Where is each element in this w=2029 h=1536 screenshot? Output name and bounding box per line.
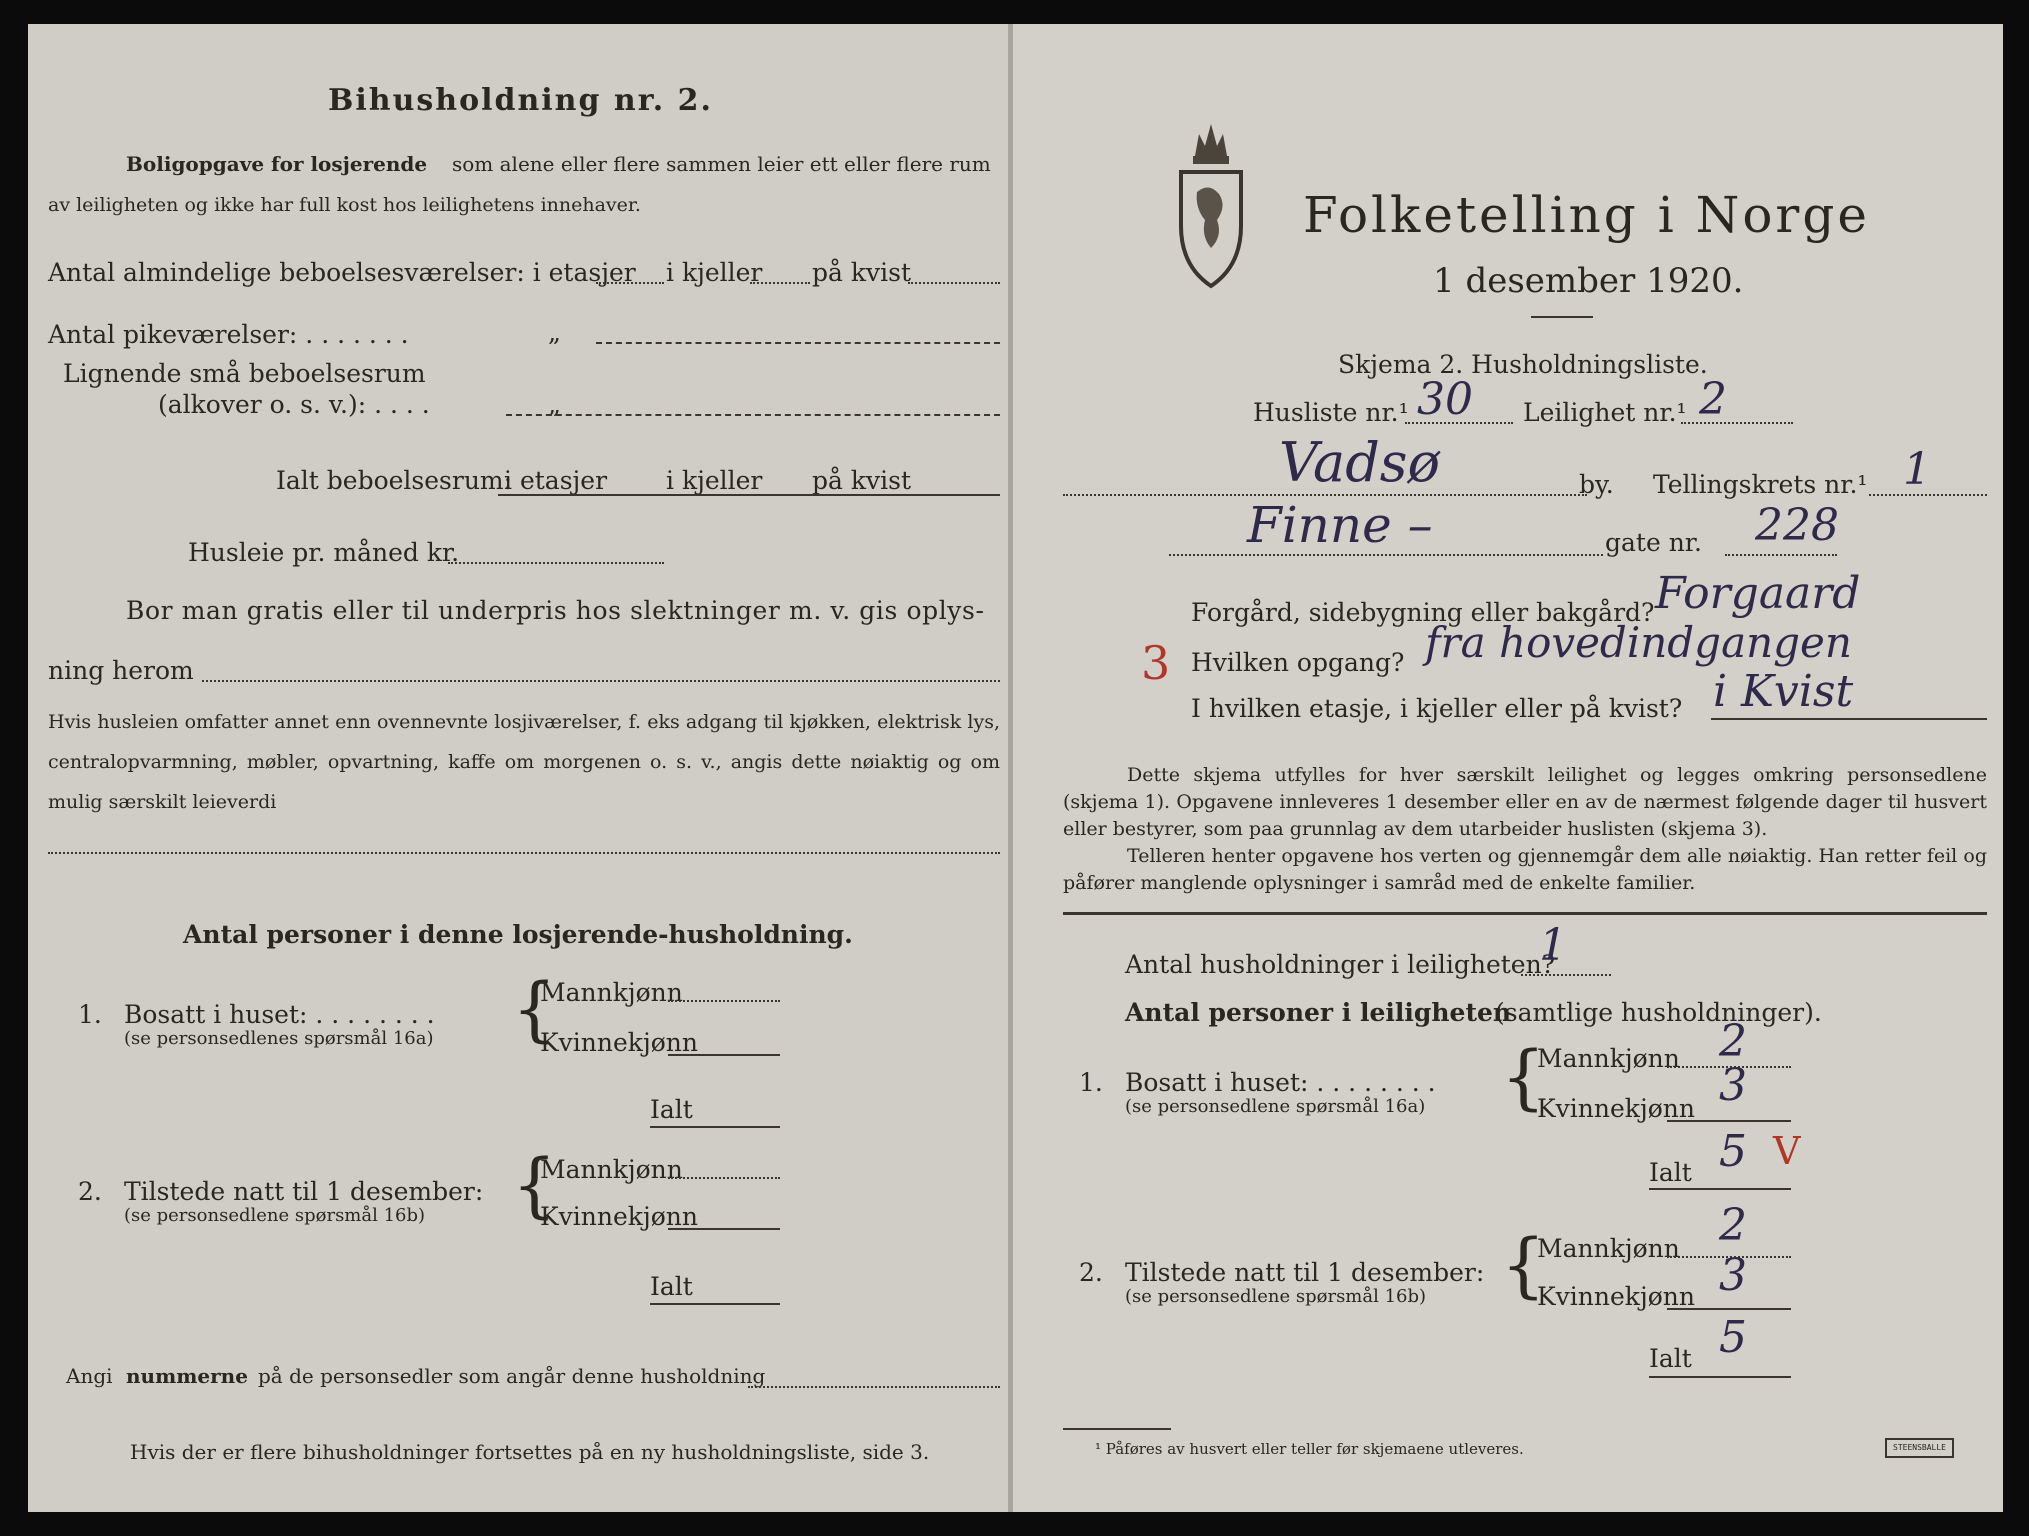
krets-value: 1 — [1903, 444, 1931, 495]
r-q2-kvinne: Kvinnekjønn — [1537, 1282, 1695, 1311]
r-q2-kvinne-value: 3 — [1719, 1250, 1747, 1301]
ialt-kvist: på kvist — [812, 466, 911, 495]
l-q2-num: 2. — [78, 1177, 102, 1206]
l-q1-sub: (se personsedlenes spørsmål 16a) — [124, 1028, 434, 1049]
angi-rest: på de personsedler som angår denne husholdning — [258, 1364, 766, 1388]
r-q2-sub: (se personsedlene spørsmål 16b) — [1125, 1286, 1427, 1307]
right-page — [1013, 24, 2003, 1512]
r-q1-sub: (se personsedlene spørsmål 16a) — [1125, 1096, 1426, 1117]
by-label: by. — [1579, 470, 1614, 499]
r-q1-num: 1. — [1079, 1068, 1103, 1097]
husliste-label: Husliste nr.¹ — [1253, 398, 1409, 427]
angi-pre: Angi — [66, 1364, 113, 1388]
gate-nr-value: 228 — [1755, 500, 1839, 551]
pike-label: Antal pikeværelser: . . . . . . . — [48, 320, 409, 349]
ditto-1: „ — [548, 318, 561, 347]
l-q2-mann: Mannkjønn — [540, 1155, 683, 1184]
r-q1-ialt: Ialt — [1649, 1158, 1692, 1187]
l-q2-ialt: Ialt — [650, 1272, 693, 1301]
r-q2-num: 2. — [1079, 1258, 1103, 1287]
skjema-label: Skjema 2. Husholdningsliste. — [1338, 350, 1708, 379]
left-page — [28, 24, 1013, 1512]
r-q1-mann: Mannkjønn — [1537, 1044, 1680, 1073]
hush-value: 1 — [1539, 920, 1567, 971]
r-q1-kvinne: Kvinnekjønn — [1537, 1094, 1695, 1123]
l-q2-sub: (se personsedlene spørsmål 16b) — [124, 1205, 426, 1226]
l-q2-brace: { — [512, 1144, 557, 1226]
right-title: Folketelling i Norge — [1303, 186, 1870, 244]
antal-heading: Antal personer i denne losjerende-husholdning. — [183, 920, 853, 949]
leilighet-label: Leilighet nr.¹ — [1523, 398, 1687, 427]
ialt-label: Ialt beboelsesrum: — [276, 466, 513, 495]
check-mark: V — [1773, 1129, 1801, 1173]
lignende-2: (alkover o. s. v.): . . . . — [158, 390, 430, 419]
rooms-kjeller: i kjeller — [666, 258, 763, 287]
l-q1-mann: Mannkjønn — [540, 978, 683, 1007]
r-q2-mann: Mannkjønn — [1537, 1234, 1680, 1263]
r-q1-brace: { — [1501, 1036, 1546, 1118]
r-q1-mann-value: 2 — [1719, 1016, 1747, 1067]
census-date: 1 desember 1920. — [1433, 261, 1744, 301]
red-mark: 3 — [1141, 636, 1171, 690]
r-q1-label: Bosatt i huset: . . . . . . . . — [1125, 1068, 1436, 1097]
coat-of-arms-icon — [1175, 116, 1247, 292]
r-q1-ialt-value: 5 — [1719, 1126, 1747, 1177]
r-q2-label: Tilstede natt til 1 desember: — [1125, 1258, 1485, 1287]
krets-label: Tellingskrets nr.¹ — [1653, 470, 1868, 499]
intro-bold: Boligopgave for losjerende — [126, 152, 428, 176]
l-q1-brace: { — [512, 968, 557, 1050]
intro-rest: som alene eller flere sammen leier ett eller flere rum — [452, 152, 991, 176]
gate-label: gate nr. — [1605, 528, 1702, 557]
instructions-para1: Dette skjema utfylles for hver særskilt leilighet og legges omkring personsedlene (skjema 1). Opgavene innleveres 1 desember eller en av de nærmest følgende dager til husvert eller bestyrer, som paa grunnlag av dem utarbeider huslisten (skjema 3). — [1063, 764, 1987, 840]
l-q1-ialt: Ialt — [650, 1095, 693, 1124]
l-q1-num: 1. — [78, 1000, 102, 1029]
pers-bold: Antal personer i leiligheten — [1125, 998, 1512, 1027]
r-q2-ialt: Ialt — [1649, 1344, 1692, 1373]
hvis-flere: Hvis der er flere bihusholdninger fortsettes på en ny husholdningsliste, side 3. — [130, 1440, 930, 1464]
ialt-etasjer: i etasjer — [504, 466, 608, 495]
hvis-paragraph: Hvis husleien omfatter annet enn ovennevnte losjiværelser, f. eks adgang til kjøkken, elektrisk lys, centralopvarmning, møbler, opvartning, kaffe om morgenen o. s. v., angis dette nøiaktig og om mulig særskilt leieverdi — [48, 711, 1000, 813]
l-q2-kvinne: Kvinnekjønn — [540, 1202, 698, 1231]
l-q1-kvinne: Kvinnekjønn — [540, 1028, 698, 1057]
rooms-kvist: på kvist — [812, 258, 911, 287]
pers-rest: (samtlige husholdninger). — [1495, 998, 1822, 1027]
by-value: Vadsø — [1279, 431, 1441, 494]
instructions-para2: Telleren henter opgavene hos verten og gjennemgår dem alle nøiaktig. Han retter feil og påfører manglende oplysninger i samråd med de enkelte familier. — [1063, 845, 1987, 894]
bor-line1: Bor man gratis eller til underpris hos slektninger m. v. gis oplys- — [126, 596, 985, 625]
r-q1-kvinne-value: 3 — [1719, 1060, 1747, 1111]
footnote: ¹ Påføres av husvert eller teller før skjemaene utleveres. — [1095, 1440, 1524, 1458]
r-q2-brace: { — [1501, 1224, 1546, 1306]
printer-stamp: STEENSBALLE — [1885, 1438, 1954, 1458]
etasje-value: i Kvist — [1713, 666, 1854, 717]
gate-value: Finne – — [1247, 496, 1433, 554]
left-title: Bihusholdning nr. 2. — [328, 83, 713, 118]
intro-line2: av leiligheten og ikke har full kost hos leilighetens innehaver. — [48, 194, 641, 216]
r-q2-mann-value: 2 — [1719, 1200, 1747, 1251]
lignende-1: Lignende små beboelsesrum — [63, 359, 426, 388]
angi-bold: nummerne — [126, 1364, 248, 1388]
husliste-value: 30 — [1417, 374, 1473, 425]
hush-label: Antal husholdninger i leiligheten? — [1125, 950, 1556, 979]
etasje-label: I hvilken etasje, i kjeller eller på kvist? — [1191, 694, 1683, 723]
r-q2-ialt-value: 5 — [1719, 1312, 1747, 1363]
opgang-label: Hvilken opgang? — [1191, 648, 1405, 677]
opgang-value: fra hovedindgangen — [1425, 618, 1852, 667]
bor-line2: ning herom — [48, 656, 194, 685]
rooms-label: Antal almindelige beboelsesværelser: i etasjer — [48, 258, 636, 287]
leilighet-value: 2 — [1699, 374, 1727, 425]
forgaard-label: Forgård, sidebygning eller bakgård? — [1191, 598, 1655, 627]
forgaard-value: Forgaard — [1655, 568, 1861, 619]
husleie-label: Husleie pr. måned kr. — [188, 538, 460, 567]
l-q1-label: Bosatt i huset: . . . . . . . . — [124, 1000, 435, 1029]
ialt-kjeller: i kjeller — [666, 466, 763, 495]
l-q2-label: Tilstede natt til 1 desember: — [124, 1177, 484, 1206]
ditto-2: „ — [548, 390, 561, 419]
